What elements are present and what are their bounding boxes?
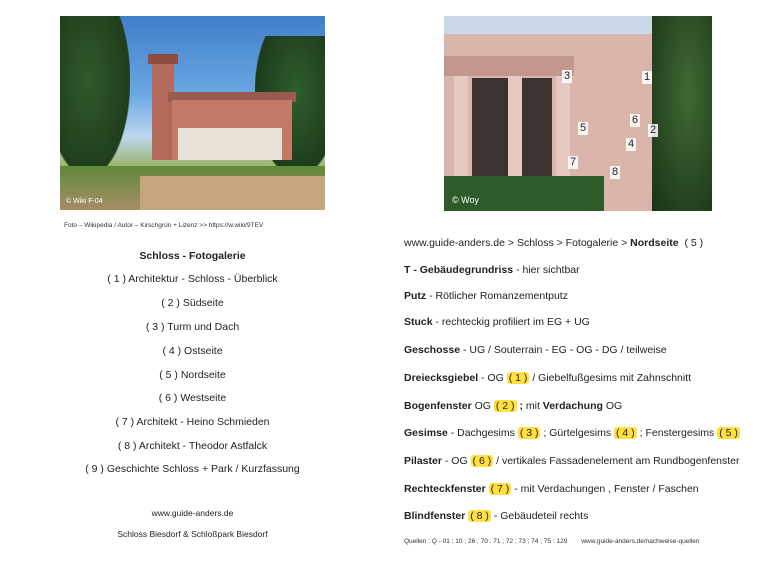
column: [556, 76, 570, 186]
term: Dreiecksgiebel: [404, 372, 479, 384]
line-putz: [404, 290, 568, 302]
tree-left: [60, 16, 130, 176]
desc: - OG: [478, 372, 507, 384]
porch-roof: [444, 56, 574, 76]
line-blindfenster: [404, 510, 588, 522]
line-grundriss: [404, 264, 580, 276]
desc: - OG: [441, 455, 471, 467]
gallery-item-6[interactable]: ( 6 ) Westseite: [158, 392, 227, 404]
desc: - UG / Souterrain - EG - OG - DG / teilweise: [460, 344, 667, 356]
term: Blindfenster: [404, 510, 466, 522]
breadcrumb-number: ( 5 ): [678, 237, 704, 249]
gallery-title: Schloss - Fotogalerie: [139, 250, 246, 262]
tower: [152, 60, 174, 160]
breadcrumb: [404, 237, 703, 249]
photo-watermark: © Woy: [452, 195, 479, 205]
desc: - Rötlicher Romanzementputz: [426, 290, 568, 302]
breadcrumb-path[interactable]: www.guide-anders.de > Schloss > Fotogalerie >: [404, 237, 631, 249]
term-verdachung: Verdachung: [542, 400, 603, 412]
marker-8: ( 8 ): [470, 510, 489, 522]
desc-prefix: mit: [525, 400, 543, 412]
separator: ;: [516, 400, 526, 412]
line-geschosse: [404, 344, 667, 356]
marker-1: ( 1 ): [508, 372, 528, 384]
desc: - Gebäudeteil rechts: [490, 510, 589, 522]
line-rechteckfenster: [404, 483, 699, 495]
breadcrumb-current: Nordseite: [630, 237, 679, 249]
term: Stuck: [404, 316, 433, 328]
desc: - Dachgesims: [447, 427, 518, 439]
gallery-item-5[interactable]: ( 5 ) Nordseite: [159, 369, 226, 381]
term: Geschosse: [404, 344, 461, 356]
footer-name: Schloss Biesdorf & Schloßpark Biesdorf: [117, 529, 268, 539]
desc: ; Gürtelgesims: [540, 427, 615, 439]
schloss-photo-south: [60, 16, 325, 210]
sources: Quellen : Q - 01 ; 10 ; 26 ; 70 : 71 ; 72 ; 73 ; 74 ; 75 : 129: [404, 538, 568, 545]
term: Pilaster: [404, 455, 442, 467]
path: [140, 176, 325, 210]
desc: [526, 400, 603, 412]
porch: [178, 128, 282, 160]
line-stuck: [404, 316, 590, 328]
photo-number-3: 3: [564, 70, 571, 82]
term: T - Gebäudegrundriss: [404, 264, 514, 276]
marker-2: ( 2 ): [495, 400, 515, 412]
term: Putz: [404, 290, 427, 302]
desc: - hier sichtbar: [513, 264, 580, 276]
photo-number-8: 8: [612, 166, 619, 178]
line-bogenfenster: [404, 400, 622, 412]
photo-number-5: 5: [580, 122, 587, 134]
line-dreiecksgiebel: [404, 372, 691, 384]
marker-4: ( 4 ): [616, 427, 635, 439]
gallery-item-2[interactable]: ( 2 ) Südseite: [161, 297, 224, 309]
desc: OG: [471, 400, 494, 412]
line-gesimse: [404, 427, 740, 439]
term: Rechteckfenster: [404, 483, 486, 495]
line-pilaster: [404, 455, 740, 467]
schloss-photo-north: [444, 16, 712, 211]
column: [508, 76, 522, 186]
term: Gesimse: [404, 427, 448, 439]
marker-6: ( 6 ): [472, 455, 492, 467]
term: Bogenfenster: [404, 400, 472, 412]
photo-number-2: 2: [650, 124, 657, 136]
tree: [652, 16, 712, 211]
tower-top: [148, 54, 178, 64]
desc: - rechteckig profiliert im EG + UG: [432, 316, 590, 328]
sources-url[interactable]: www.guide-anders.de/nachweise-quellen: [581, 538, 700, 545]
gallery-item-7[interactable]: ( 7 ) Architekt - Heino Schmieden: [115, 416, 270, 428]
gallery-item-1[interactable]: ( 1 ) Architektur - Schloss - Überblick: [107, 273, 278, 285]
gallery-item-4[interactable]: ( 4 ) Ostseite: [162, 345, 223, 357]
photo-number-1: 1: [644, 71, 651, 83]
photo-number-4: 4: [628, 138, 635, 150]
gallery-item-8[interactable]: ( 8 ) Architekt - Theodor Astfalck: [117, 440, 268, 452]
footer-url[interactable]: www.guide-anders.de: [151, 508, 234, 518]
desc: / Giebelfußgesims mit Zahnschnitt: [529, 372, 692, 384]
desc: / vertikales Fassadenelement am Rundbogenfenster: [493, 455, 740, 467]
photo-watermark: © Wiki F-04: [66, 198, 103, 205]
sources-line: [404, 538, 700, 545]
desc: - mit Verdachungen , Fenster / Faschen: [511, 483, 699, 495]
gallery-item-3[interactable]: ( 3 ) Turm und Dach: [145, 321, 240, 333]
photo-number-6: 6: [632, 114, 639, 126]
desc: OG: [602, 400, 623, 412]
marker-5: ( 5 ): [719, 427, 738, 439]
marker-7: ( 7 ): [490, 483, 510, 495]
column: [454, 76, 468, 186]
desc: ; Fenstergesims: [636, 427, 718, 439]
photo-credit: Foto – Wikipedia / Autor – Kirschgrün + Lizenz >> https://w.wiki/9TEV: [64, 222, 264, 229]
gallery-item-9[interactable]: ( 9 ) Geschichte Schloss + Park / Kurzfassung: [85, 463, 300, 475]
marker-3: ( 3 ): [519, 427, 539, 439]
bushes: [444, 176, 604, 211]
photo-number-7: 7: [570, 156, 577, 168]
